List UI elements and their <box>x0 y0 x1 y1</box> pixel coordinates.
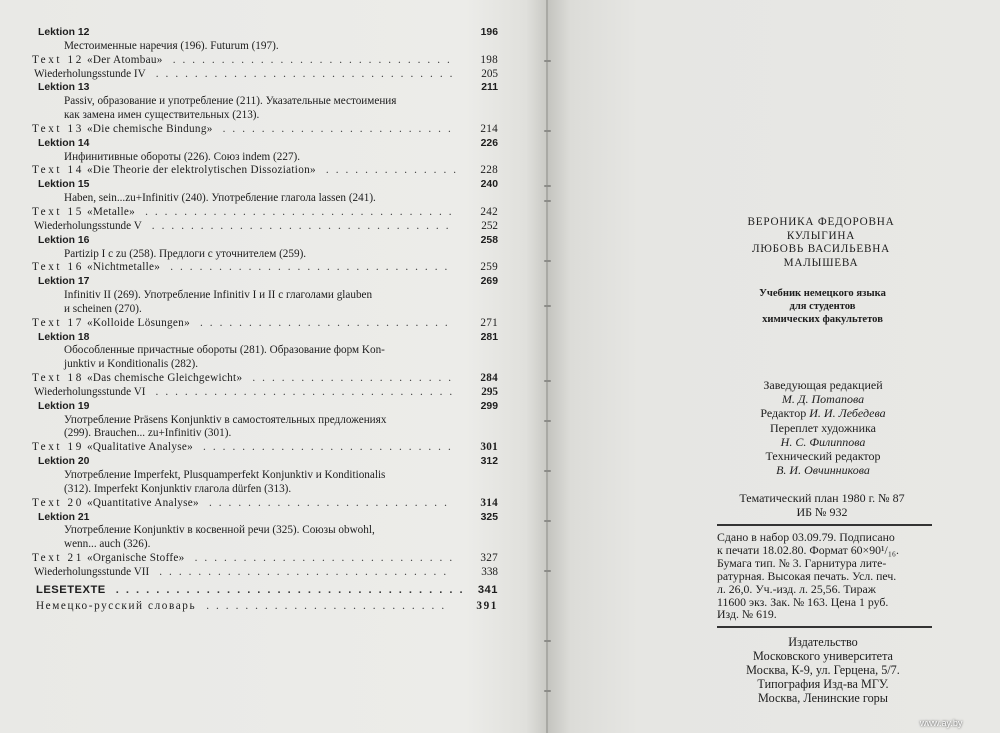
toc-entry <box>22 220 498 234</box>
toc-dot-leader: ............................... <box>155 67 460 80</box>
binding-stitch <box>544 185 551 187</box>
toc-text-entry <box>32 54 163 66</box>
print-line: Изд. № 619. <box>717 607 777 622</box>
plan-line: Тематический план 1980 г. № 87 <box>739 491 905 505</box>
toc-entry <box>22 524 498 538</box>
toc-text-title: «Qualitative Analyse» <box>87 441 194 454</box>
book-title <box>730 287 915 326</box>
toc-entry <box>22 441 498 455</box>
toc-page-number: 259 <box>480 261 498 274</box>
toc-entry-title: Wiederholungsstunde VI <box>34 385 146 398</box>
toc-entry <box>22 427 498 441</box>
binding-stitch <box>544 520 551 522</box>
toc-entry-title: Lektion 14 <box>38 137 90 149</box>
toc-entry <box>22 358 498 372</box>
toc-dot-leader: .............................. <box>159 565 454 578</box>
toc-dot-leader: ......................... <box>206 599 452 612</box>
toc-entry-title: Passiv, образование и употребление (211). Указательные местоимения <box>64 95 397 108</box>
toc-page-number: 226 <box>480 137 498 149</box>
toc-page-number: 228 <box>480 164 498 177</box>
toc-page-number: 198 <box>480 53 498 66</box>
table-of-contents <box>22 26 498 613</box>
toc-entry-title: Употребление Konjunktiv в косвенной речи (325). Союзы obwohl, <box>64 524 375 537</box>
head-editor-name: М. Д. Потапова <box>781 392 865 407</box>
toc-text-label: Text 12 <box>32 53 84 66</box>
binding-stitch <box>544 640 551 642</box>
publisher-line: Издательство <box>788 635 858 649</box>
toc-entry-title: (299). Brauchen... zu+Infinitiv (301). <box>64 427 232 440</box>
print-line: 11600 экз. Зак. № 163. Цена 1 руб. <box>717 594 889 609</box>
toc-text-label: Text 21 <box>32 552 84 565</box>
staff-credits <box>718 378 928 477</box>
toc-page-number: 284 <box>480 372 498 385</box>
toc-text-entry <box>32 164 316 176</box>
head-editor-role: Заведующая редакцией <box>763 378 883 392</box>
toc-page-number: 269 <box>480 276 498 288</box>
author-line: ЛЮБОВЬ ВАСИЛЬЕВНА <box>751 243 891 255</box>
toc-dot-leader: ............................. <box>170 261 455 274</box>
toc-entry <box>22 289 498 303</box>
binding-stitch <box>544 200 551 202</box>
toc-text-label: Text 20 <box>32 496 84 509</box>
toc-entry <box>22 95 498 109</box>
toc-entry-title: и scheinen (270). <box>64 302 142 315</box>
toc-entry <box>22 511 498 525</box>
toc-entry-title: Употребление Präsens Konjunktiv в самостоятельных предложениях <box>64 413 387 426</box>
toc-page-number: 301 <box>480 441 498 454</box>
toc-entry-title: Infinitiv II (269). Употребление Infinitiv I и II с глаголами glauben <box>64 289 373 302</box>
divider-bottom <box>717 626 932 628</box>
toc-text-title: «Organische Stoffe» <box>87 552 185 565</box>
toc-dot-leader: ............................. <box>172 53 457 66</box>
toc-entry-title: Lektion 15 <box>38 179 90 191</box>
watermark: www.ay.by <box>920 718 963 728</box>
toc-text-entry <box>32 261 160 273</box>
toc-entry <box>22 26 498 40</box>
tech-editor-name: В. И. Овчинникова <box>776 463 870 478</box>
toc-text-title: «Der Atombau» <box>87 53 163 66</box>
toc-text-label: Text 18 <box>32 372 84 385</box>
toc-text-title: «Kolloide Lösungen» <box>87 316 190 329</box>
toc-entry-title: junktiv и Konditionalis (282). <box>64 358 199 371</box>
toc-entry <box>22 538 498 552</box>
toc-entry-title: Lektion 21 <box>38 511 90 523</box>
toc-entry <box>22 303 498 317</box>
tech-editor-role: Технический редактор <box>765 449 881 464</box>
toc-entry <box>22 483 498 497</box>
toc-entry <box>22 40 498 54</box>
toc-page-number: 314 <box>480 496 498 509</box>
toc-entry <box>22 123 498 137</box>
book-title-line: Учебник немецкого языка <box>759 288 886 299</box>
toc-entry <box>22 234 498 248</box>
cover-artist-name: Н. С. Филиппова <box>780 434 866 449</box>
toc-entry <box>22 552 498 566</box>
toc-entry <box>22 331 498 345</box>
toc-dot-leader: ..................... <box>252 372 459 385</box>
toc-entry <box>22 54 498 68</box>
toc-entry-title: Lektion 19 <box>38 400 90 412</box>
toc-entry-title: Partizip I с zu (258). Предлоги с уточнителем (259). <box>64 247 307 260</box>
binding-stitch <box>544 470 551 472</box>
cover-artist-role: Переплет художника <box>769 420 876 435</box>
editor-name: И. И. Лебедева <box>809 406 886 421</box>
binding-stitch <box>544 380 551 382</box>
toc-entry-title: Haben, sein...zu+Infinitiv (240). Употребление глагола lassen (241). <box>64 192 376 205</box>
toc-entry <box>22 151 498 165</box>
toc-entry-title: wenn... auch (326). <box>64 538 151 551</box>
toc-dot-leader: .......................... <box>199 316 455 329</box>
toc-entry-title: Употребление Imperfekt, Plusquamperfekt Konjunktiv и Konditionalis <box>64 469 386 481</box>
print-line: Бумага тип. № 3. Гарнитура лите- <box>717 555 887 570</box>
toc-entry-title: Lektion 16 <box>38 234 90 246</box>
toc-text-title: «Die chemische Bindung» <box>87 122 213 135</box>
toc-page-number: 214 <box>480 122 498 135</box>
publisher-line: Москва, К-9, ул. Герцена, 5/7. <box>746 663 900 677</box>
toc-text-entry <box>32 317 190 329</box>
toc-dot-leader: .............. <box>325 164 464 177</box>
toc-entry-title: Немецко-русский словарь <box>36 599 197 612</box>
plan-line: ИБ № 932 <box>796 504 848 519</box>
toc-entry-title: Wiederholungsstunde V <box>34 219 142 232</box>
toc-dot-leader: ........................... <box>194 552 460 565</box>
toc-page-number: 240 <box>480 179 498 191</box>
toc-entry-title: Обособленные причастные обороты (281). Образование форм Kon- <box>64 344 385 357</box>
author-line: КУЛЫГИНА <box>786 229 856 242</box>
toc-text-entry <box>32 552 185 564</box>
toc-entry <box>22 178 498 192</box>
toc-entry <box>22 566 498 580</box>
toc-page-number: 242 <box>480 205 498 218</box>
toc-page-number: 205 <box>481 67 498 80</box>
toc-text-label: Text 19 <box>32 441 84 454</box>
toc-entry-title: (312). Imperfekt Konjunktiv глагола dürfen (313). <box>64 482 292 495</box>
toc-entry <box>22 164 498 178</box>
toc-page-number: 271 <box>480 316 498 329</box>
toc-text-title: «Die Theorie der elektrolytischen Dissoziation» <box>87 164 316 177</box>
toc-dot-leader: ......................... <box>208 496 454 509</box>
toc-entry <box>22 137 498 151</box>
toc-text-entry <box>32 497 199 509</box>
print-details <box>717 531 932 621</box>
toc-text-title: «Nichtmetalle» <box>87 261 161 274</box>
book-title-line: для студентов <box>789 301 856 312</box>
toc-entry <box>22 261 498 275</box>
binding-stitch <box>544 570 551 572</box>
toc-entry <box>22 469 498 483</box>
toc-text-title: «Das chemische Gleichgewicht» <box>87 372 243 385</box>
toc-entry <box>22 600 498 614</box>
print-line: Сдано в набор 03.09.79. Подписано <box>717 530 895 544</box>
toc-page-number: 196 <box>480 27 498 38</box>
right-page <box>548 0 1000 733</box>
toc-entry-title: Инфинитивные обороты (226). Союз indem (227). <box>64 150 301 163</box>
binding-stitch <box>544 260 551 262</box>
toc-page-number: 325 <box>480 511 498 523</box>
toc-entry-title: Lektion 20 <box>38 456 90 468</box>
toc-page-number: 299 <box>480 400 498 412</box>
toc-entry <box>22 206 498 220</box>
toc-entry <box>22 584 498 598</box>
book-gutter <box>546 0 548 733</box>
toc-dot-leader: ............................... <box>155 385 460 398</box>
author-line: МАЛЫШЕВА <box>783 256 859 269</box>
toc-entry <box>22 192 498 206</box>
toc-entry <box>22 455 498 469</box>
toc-entry <box>22 275 498 289</box>
toc-text-entry <box>32 123 213 135</box>
toc-entry-title: LESETEXTE <box>36 583 106 596</box>
toc-entry <box>22 344 498 358</box>
toc-dot-leader: ............................... <box>151 219 456 232</box>
toc-entry-title: Wiederholungsstunde IV <box>34 67 146 80</box>
toc-entry <box>22 386 498 400</box>
toc-dot-leader: .......................... <box>203 441 458 454</box>
binding-stitch <box>544 130 551 132</box>
toc-entry <box>22 109 498 123</box>
toc-text-label: Text 14 <box>32 164 84 177</box>
toc-entry <box>22 414 498 428</box>
divider-top <box>717 524 932 526</box>
editor-role: Редактор <box>760 406 807 421</box>
toc-entry <box>22 317 498 331</box>
authors-block <box>726 216 916 270</box>
binding-stitch <box>544 60 551 62</box>
toc-text-label: Text 16 <box>32 261 84 274</box>
print-line: л. 26,0. Уч.-изд. л. 25,56. Тираж <box>717 581 876 596</box>
toc-text-title: «Metalle» <box>87 205 136 218</box>
toc-entry <box>22 497 498 511</box>
editor-line <box>718 406 928 420</box>
toc-page-number: 258 <box>480 234 498 246</box>
binding-stitch <box>544 305 551 307</box>
thematic-plan <box>716 492 928 519</box>
toc-entry-title: Lektion 13 <box>38 82 90 94</box>
toc-entry-title: Местоименные наречия (196). Futurum (197). <box>64 39 279 52</box>
publisher-line: Типография Изд-ва МГУ. <box>757 677 889 691</box>
toc-page-number: 312 <box>480 456 498 468</box>
binding-stitch <box>544 420 551 422</box>
publisher-block <box>716 635 930 705</box>
toc-entry-title: Lektion 12 <box>38 27 90 38</box>
toc-dot-leader: ................................... <box>115 583 470 596</box>
toc-text-entry <box>32 372 242 384</box>
toc-text-entry <box>32 206 135 218</box>
print-line: к печати 18.02.80. Формат 60×90¹/₁₆. <box>717 542 899 557</box>
toc-text-label: Text 13 <box>32 122 84 135</box>
toc-page-number: 281 <box>480 331 498 343</box>
toc-entry <box>22 68 498 82</box>
toc-entry-title: Lektion 18 <box>38 331 90 343</box>
toc-page-number: 295 <box>481 385 498 398</box>
toc-page-number: 338 <box>481 565 498 578</box>
toc-text-label: Text 15 <box>32 205 84 218</box>
toc-dot-leader: ........................ <box>222 122 458 135</box>
author-line: ВЕРОНИКА ФЕДОРОВНА <box>747 216 895 228</box>
publisher-line: Московского университета <box>753 649 893 663</box>
publisher-line: Москва, Ленинские горы <box>758 691 888 705</box>
toc-text-title: «Quantitative Analyse» <box>87 496 199 509</box>
toc-entry-title: как замена имен существительных (213). <box>64 109 260 122</box>
toc-page-number: 327 <box>480 552 498 565</box>
toc-page-number: 252 <box>481 219 498 232</box>
print-line: ратурная. Высокая печать. Усл. печ. <box>717 568 897 583</box>
binding-stitch <box>544 690 551 692</box>
toc-dot-leader: ................................ <box>145 205 459 218</box>
toc-entry-title: Lektion 17 <box>38 276 90 288</box>
toc-entry <box>22 81 498 95</box>
toc-page-number: 391 <box>476 599 498 612</box>
toc-entry <box>22 372 498 386</box>
toc-text-label: Text 17 <box>32 316 84 329</box>
toc-page-number: 341 <box>477 583 498 596</box>
toc-text-entry <box>32 441 193 453</box>
toc-entry <box>22 400 498 414</box>
toc-page-number: 211 <box>481 82 498 94</box>
toc-entry <box>22 248 498 262</box>
book-title-line: химических факультетов <box>762 314 883 325</box>
toc-entry-title: Wiederholungsstunde VII <box>34 565 150 578</box>
